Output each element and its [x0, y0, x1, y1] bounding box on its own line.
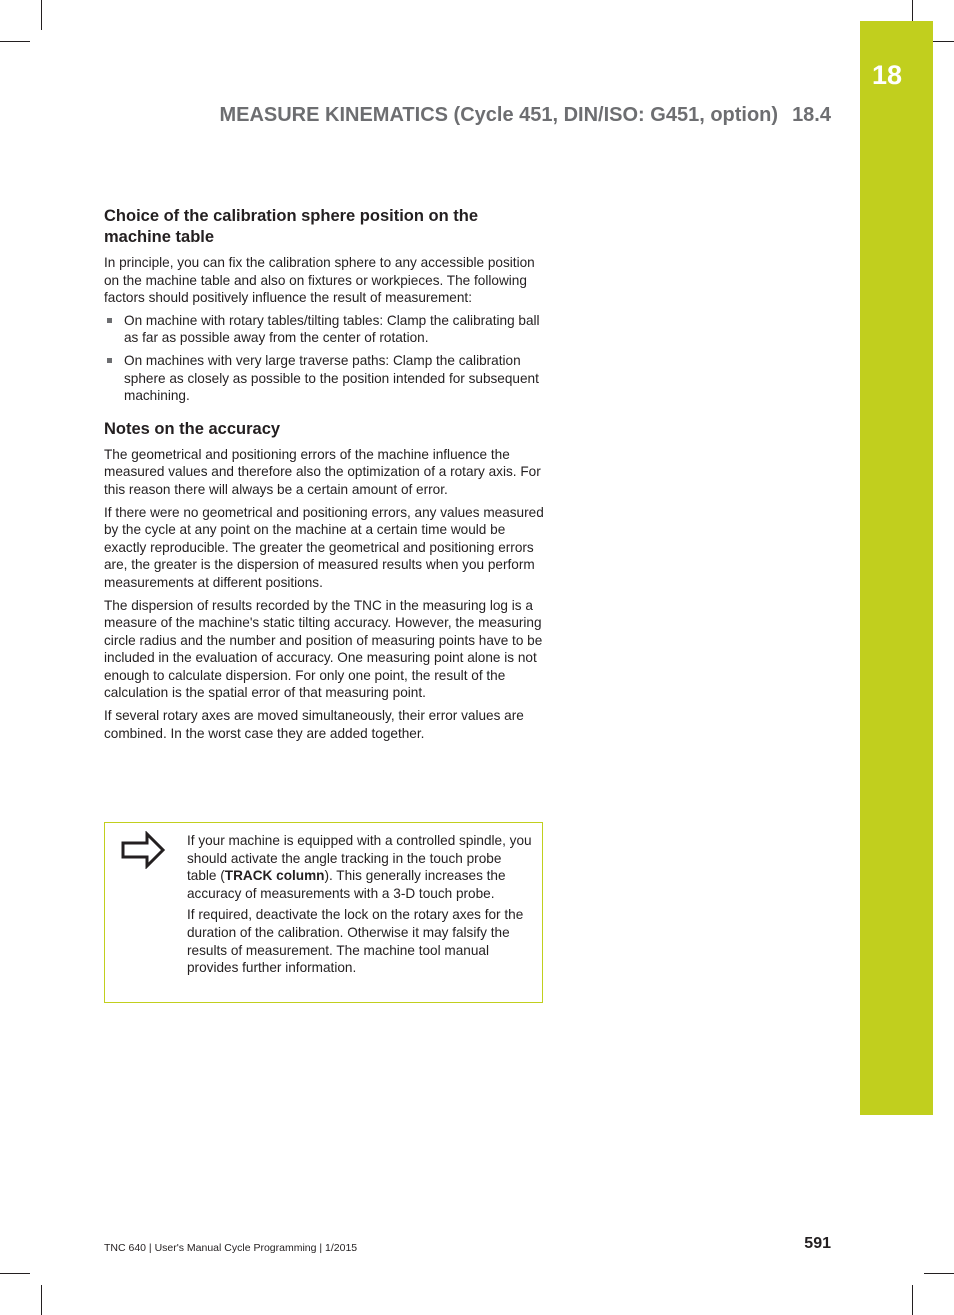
- note-text: If your machine is equipped with a controlled spindle, you should activate the angle tracking in the touch probe table (: [187, 833, 532, 884]
- crop-mark: [924, 1273, 954, 1274]
- header-section-number: 18.4: [792, 104, 831, 126]
- section-heading: Notes on the accuracy: [104, 419, 281, 438]
- section-heading: Choice of the calibration sphere position on the machine table: [104, 207, 479, 246]
- list-item-text: On machines with very large traverse paths: Clamp the calibration sphere as closely as possible to the position intended for subsequent machining.: [124, 352, 539, 404]
- crop-mark: [912, 1285, 913, 1315]
- running-header: [219, 104, 831, 127]
- chapter-tab: [860, 21, 933, 1115]
- main-content: [104, 206, 544, 747]
- crop-mark: [0, 1273, 30, 1274]
- list-item-text: On machine with rotary tables/tilting tables: Clamp the calibrating ball as far as possible away from the center of rotation.: [124, 312, 540, 346]
- note-text: ). This generally increases the accuracy of measurements with a 3-D touch probe.: [187, 868, 506, 901]
- note-paragraph: [187, 832, 533, 902]
- paragraph: In principle, you can fix the calibration sphere to any accessible position on the machine table and also on fixtures or workpieces. The following factors should positively influence the result of measurement:: [104, 255, 535, 306]
- list-item: [104, 312, 544, 347]
- crop-mark: [41, 1285, 42, 1315]
- chapter-number: 18: [872, 60, 903, 90]
- paragraph: If there were no geometrical and positioning errors, any values measured by the cycle at any point on the machine at a certain time would be exactly reproducible. The greater the geometrical and positioning errors are, the greater is the dispersion of measured results when you perform measurements at different positions.: [104, 504, 544, 590]
- crop-mark: [41, 0, 42, 30]
- crop-mark: [0, 41, 30, 42]
- arrow-right-icon: [121, 831, 167, 869]
- bullet-square-icon: [107, 318, 112, 323]
- bullet-list: [104, 312, 544, 405]
- note-icon-column: [105, 823, 186, 1002]
- paragraph: If several rotary axes are moved simultaneously, their error values are combined. In the worst case they are added together.: [104, 708, 524, 741]
- note-box: [104, 822, 543, 1003]
- note-paragraph: If required, deactivate the lock on the rotary axes for the duration of the calibration. Otherwise it may falsify the results of measurement. The machine tool manual provides further information.: [187, 907, 524, 976]
- note-bold-term: TRACK column: [224, 868, 325, 884]
- paragraph: The geometrical and positioning errors of the machine influence the measured values and therefore also the optimization of a rotary axis. For this reason there will always be a certain amount of error.: [104, 446, 541, 497]
- bullet-square-icon: [107, 358, 112, 363]
- paragraph: The dispersion of results recorded by the TNC in the measuring log is a measure of the machine's static tilting accuracy. However, the measuring circle radius and the number and position of measuring points have to be included in the evaluation of accuracy. One measuring point alone is not enough to calculate dispersion. For only one point, the result of the calculation is the spatial error of that measuring point.: [104, 597, 543, 701]
- note-body: [187, 832, 533, 981]
- list-item: [104, 352, 544, 405]
- header-title: MEASURE KINEMATICS (Cycle 451, DIN/ISO: G451, option): [219, 104, 779, 126]
- page-number: 591: [804, 1235, 831, 1252]
- footer-text: TNC 640 | User's Manual Cycle Programming | 1/2015: [104, 1242, 358, 1254]
